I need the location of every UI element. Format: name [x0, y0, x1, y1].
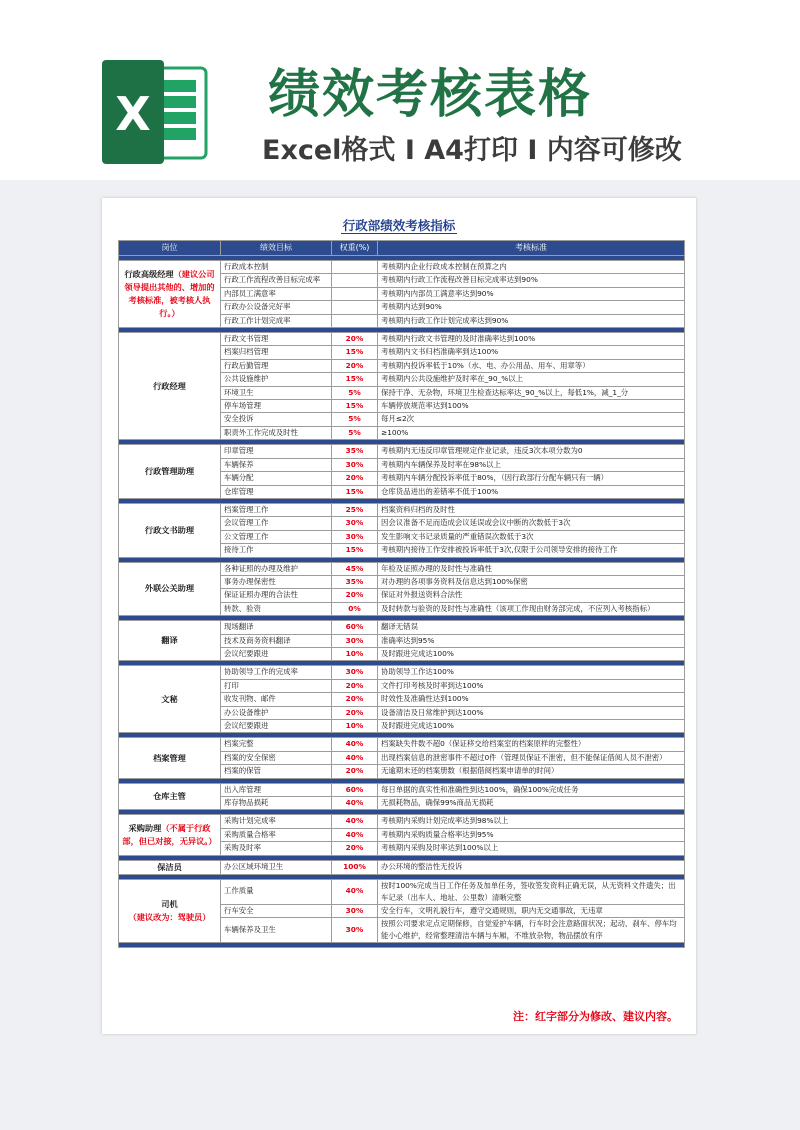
position-name: 外联公关助理 — [144, 583, 195, 594]
weight-cell: 5% — [332, 413, 378, 426]
standard-cell: 考核期内车辆保养及时率在98%以上 — [378, 458, 685, 471]
table-row — [119, 815, 685, 828]
weight-cell: 10% — [332, 720, 378, 733]
position-name: 档案管理 — [153, 752, 186, 763]
position-cell — [119, 261, 221, 328]
standard-cell: 考核期内采购及时率达到100%以上 — [378, 842, 685, 855]
standard-cell: 设备清洁及日常维护到达100% — [378, 706, 685, 719]
weight-cell: 25% — [332, 503, 378, 516]
weight-cell: 20% — [332, 589, 378, 602]
weight-cell: 40% — [332, 879, 378, 904]
goal-cell: 协助领导工作的完成率 — [221, 666, 332, 679]
weight-cell — [332, 301, 378, 314]
position-cell — [119, 333, 221, 440]
weight-cell: 30% — [332, 530, 378, 543]
goal-cell: 转款、验资 — [221, 602, 332, 615]
table-row — [119, 333, 685, 346]
standard-cell: 考核期内达到90% — [378, 301, 685, 314]
standard-cell: 年检及证照办理的及时性与准确性 — [378, 562, 685, 575]
table-row — [119, 261, 685, 274]
position-name: 仓库主管 — [153, 791, 186, 802]
standard-cell: 考核期内行政文书管理的及时准确率达到100% — [378, 333, 685, 346]
weight-cell: 60% — [332, 621, 378, 634]
goal-cell: 档案完整 — [221, 738, 332, 751]
standard-cell: 考核期内车辆分配投诉率低于80%，（因行政部行分配车辆只有一辆） — [378, 472, 685, 485]
col-header-weight: 权重(%) — [332, 241, 378, 256]
goal-cell: 会议管理工作 — [221, 517, 332, 530]
goal-cell: 会议纪要跟进 — [221, 720, 332, 733]
weight-cell: 20% — [332, 333, 378, 346]
standard-cell: 考核期内文书归档准确率到达100% — [378, 346, 685, 359]
standard-cell: 考核期内接待工作安排被投诉率低于3次,仅限于公司领导安排的接待工作 — [378, 544, 685, 557]
weight-cell: 20% — [332, 706, 378, 719]
weight-cell: 100% — [332, 860, 378, 874]
weight-cell — [332, 287, 378, 300]
goal-cell: 工作质量 — [221, 879, 332, 904]
excel-logo-icon — [100, 58, 212, 168]
goal-cell: 档案的安全保密 — [221, 751, 332, 764]
table-row — [119, 503, 685, 516]
table-header-row — [119, 241, 685, 256]
table-row — [119, 562, 685, 575]
table-row — [119, 860, 685, 874]
weight-cell: 30% — [332, 904, 378, 917]
standard-cell: 考核期内采购计划完成率达到98%以上 — [378, 815, 685, 828]
standard-cell: 及时跟进完成达100% — [378, 647, 685, 660]
kpi-table — [118, 240, 685, 948]
goal-cell: 行政后勤管理 — [221, 359, 332, 372]
page-header — [0, 0, 800, 180]
goal-cell: 行政办公设备完好率 — [221, 301, 332, 314]
goal-cell: 仓库管理 — [221, 485, 332, 498]
weight-cell: 40% — [332, 751, 378, 764]
weight-cell: 40% — [332, 738, 378, 751]
goal-cell: 打印 — [221, 679, 332, 692]
goal-cell: 档案归档管理 — [221, 346, 332, 359]
weight-cell: 40% — [332, 815, 378, 828]
weight-cell: 20% — [332, 359, 378, 372]
standard-cell: 无逾期未还的档案册数（根据借阅档案申请单的时间） — [378, 765, 685, 778]
position-name: 保洁员 — [157, 861, 182, 872]
position-name: 行政经理 — [153, 380, 186, 391]
standard-cell: 及时跟进完成达100% — [378, 720, 685, 733]
weight-cell: 30% — [332, 458, 378, 471]
goal-cell: 技术及商务资料翻译 — [221, 634, 332, 647]
goal-cell: 保证证照办理的合法性 — [221, 589, 332, 602]
standard-cell: 保持干净、无杂物，环境卫生检查达标率达_90_%以上，每低1%，减_1_分 — [378, 386, 685, 399]
sheet-title: 行政部绩效考核指标 — [342, 218, 456, 233]
weight-cell: 5% — [332, 426, 378, 439]
standard-cell: 协助领导工作达100% — [378, 666, 685, 679]
separator-cell — [119, 943, 685, 948]
goal-cell: 采购计划完成率 — [221, 815, 332, 828]
goal-cell: 公文管理工作 — [221, 530, 332, 543]
weight-cell: 40% — [332, 797, 378, 810]
goal-cell: 内部员工满意率 — [221, 287, 332, 300]
goal-cell: 行政文书管理 — [221, 333, 332, 346]
weight-cell: 15% — [332, 544, 378, 557]
standard-cell: 考核期内企业行政成本控制在预算之内 — [378, 261, 685, 274]
goal-cell: 车辆保养 — [221, 458, 332, 471]
standard-cell: 按照公司要求定点定期保修，自觉爱护车辆，行车时会注意路面状况；起动、刹车、停车均能小心维护，经常整理清洁车辆与车厢，不堆放杂物，物品摆放有序 — [378, 918, 685, 943]
standard-cell: 准确率达到95% — [378, 634, 685, 647]
weight-cell: 30% — [332, 666, 378, 679]
logo-letter: X — [115, 87, 151, 141]
standard-cell: 无损耗物品，确保99%商品无损耗 — [378, 797, 685, 810]
standard-cell: 保证对外报送资料合法性 — [378, 589, 685, 602]
position-note: （不属于行政部，但已对接，无异议。） — [122, 823, 217, 847]
position-name: 行政管理助理 — [144, 466, 195, 477]
standard-cell: 考核期内无违反印章管理规定作业记录，违反3次本项分数为0 — [378, 445, 685, 458]
standard-cell: 出现档案信息的泄密事件不超过0件（管理员保证不泄密，但不能保证借阅人员不泄密） — [378, 751, 685, 764]
spreadsheet-sheet — [102, 198, 696, 1034]
position-note: （建议改为：驾驶员） — [128, 911, 211, 922]
position-cell — [119, 666, 221, 733]
table-row — [119, 666, 685, 679]
page-subtitle: Excel格式 I A4打印 I 内容可修改 — [262, 135, 682, 166]
goal-cell: 停车场管理 — [221, 400, 332, 413]
standard-cell: 每日单据的真实性和准确性到达100%，确保100%完成任务 — [378, 783, 685, 796]
goal-cell: 现场翻译 — [221, 621, 332, 634]
col-header-position: 岗位 — [119, 241, 221, 256]
goal-cell: 会议纪要跟进 — [221, 647, 332, 660]
position-cell — [119, 621, 221, 661]
goal-cell: 安全投诉 — [221, 413, 332, 426]
goal-cell: 库存物品损耗 — [221, 797, 332, 810]
weight-cell: 20% — [332, 693, 378, 706]
weight-cell: 30% — [332, 918, 378, 943]
weight-cell: 35% — [332, 575, 378, 588]
goal-cell: 办公区域环境卫生 — [221, 860, 332, 874]
position-name: 采购助理 — [128, 823, 162, 834]
weight-cell: 20% — [332, 842, 378, 855]
standard-cell: 文件打印考核及时率到达100% — [378, 679, 685, 692]
position-name: 文秘 — [161, 693, 178, 704]
goal-cell: 印章管理 — [221, 445, 332, 458]
weight-cell: 30% — [332, 517, 378, 530]
standard-cell: ≥100% — [378, 426, 685, 439]
goal-cell: 各种证照的办理及维护 — [221, 562, 332, 575]
table-row — [119, 783, 685, 796]
goal-cell: 收发刊物、邮件 — [221, 693, 332, 706]
standard-cell: 翻译无错误 — [378, 621, 685, 634]
standard-cell: 因会议准备不足而造成会议延误或会议中断的次数低于3次 — [378, 517, 685, 530]
weight-cell: 5% — [332, 386, 378, 399]
goal-cell: 行车安全 — [221, 904, 332, 917]
standard-cell: 办公环境的整洁性无投诉 — [378, 860, 685, 874]
weight-cell: 20% — [332, 679, 378, 692]
standard-cell: 仓库货品进出的差错率不低于100% — [378, 485, 685, 498]
standard-cell: 时效性及准确性达到100% — [378, 693, 685, 706]
goal-cell: 行政成本控制 — [221, 261, 332, 274]
goal-cell: 档案的保管 — [221, 765, 332, 778]
weight-cell: 10% — [332, 647, 378, 660]
standard-cell: 考核期内投诉率低于10%（水、电、办公用品、用车、用章等） — [378, 359, 685, 372]
weight-cell: 0% — [332, 602, 378, 615]
goal-cell: 档案管理工作 — [221, 503, 332, 516]
position-cell — [119, 783, 221, 810]
standard-cell: 档案缺失件数不超0（保证移交给档案室的档案原样的完整性） — [378, 738, 685, 751]
weight-cell: 15% — [332, 346, 378, 359]
goal-cell: 车辆保养及卫生 — [221, 918, 332, 943]
standard-cell: 考核期内行政工作计划完成率达到90% — [378, 314, 685, 327]
position-name: 行政文书助理 — [144, 524, 195, 535]
page-title: 绩效考核表格 — [268, 65, 593, 125]
weight-cell: 35% — [332, 445, 378, 458]
standard-cell: 发生影响文书记录质量的严重错误次数低于3次 — [378, 530, 685, 543]
col-header-goal: 绩效目标 — [221, 241, 332, 256]
goal-cell: 采购及时率 — [221, 842, 332, 855]
position-name: 翻译 — [161, 635, 178, 646]
position-cell — [119, 738, 221, 778]
weight-cell: 40% — [332, 828, 378, 841]
standard-cell: 考核期内行政工作流程改善目标完成率达到90% — [378, 274, 685, 287]
weight-cell — [332, 261, 378, 274]
standard-cell: 对办理的各项事务资料及信息达到100%保密 — [378, 575, 685, 588]
kpi-body — [119, 256, 685, 948]
table-row — [119, 621, 685, 634]
position-cell — [119, 562, 221, 616]
goal-cell: 职责外工作完成及时性 — [221, 426, 332, 439]
position-note: （建议公司领导提出其他的、增加的考核标准，被考核人执行。） — [124, 269, 215, 319]
goal-cell: 公共设施维护 — [221, 373, 332, 386]
goal-cell: 行政工作计划完成率 — [221, 314, 332, 327]
position-cell — [119, 445, 221, 499]
standard-cell: 按时100%完成当日工作任务及加单任务，签收签发资料正确无误，从无资料文件遗失；出车记录（出车人、地址、公里数）清晰完整 — [378, 879, 685, 904]
weight-cell: 20% — [332, 765, 378, 778]
standard-cell: 安全行车，文明礼貌行车，遵守交通规则，职内无交通事故，无违章 — [378, 904, 685, 917]
goal-cell: 采购质量合格率 — [221, 828, 332, 841]
weight-cell: 15% — [332, 373, 378, 386]
standard-cell: 及时转款与验资的及时性与准确性（该项工作现由财务部完成，不应列入考核指标） — [378, 602, 685, 615]
goal-cell: 出入库管理 — [221, 783, 332, 796]
standard-cell: 考核期内采购质量合格率达到95% — [378, 828, 685, 841]
standard-cell: 考核期内公共设施维护及时率在_90_%以上 — [378, 373, 685, 386]
position-name: 司机 — [161, 898, 178, 909]
goal-cell: 环境卫生 — [221, 386, 332, 399]
standard-cell: 车辆停放规范率达到100% — [378, 400, 685, 413]
table-row — [119, 445, 685, 458]
position-cell — [119, 879, 221, 942]
table-row — [119, 738, 685, 751]
weight-cell: 20% — [332, 472, 378, 485]
col-header-standard: 考核标准 — [378, 241, 685, 256]
weight-cell — [332, 274, 378, 287]
position-cell — [119, 860, 221, 874]
goal-cell: 事务办理保密性 — [221, 575, 332, 588]
goal-cell: 行政工作流程改善目标完成率 — [221, 274, 332, 287]
position-cell — [119, 815, 221, 855]
goal-cell: 接待工作 — [221, 544, 332, 557]
position-cell — [119, 503, 221, 557]
standard-cell: 每月≤2次 — [378, 413, 685, 426]
weight-cell: 60% — [332, 783, 378, 796]
standard-cell: 考核期内内部员工满意率达到90% — [378, 287, 685, 300]
standard-cell: 档案资料归档的及时性 — [378, 503, 685, 516]
weight-cell: 30% — [332, 634, 378, 647]
group-separator — [119, 943, 685, 948]
position-name: 行政高级经理 — [124, 269, 174, 280]
weight-cell: 45% — [332, 562, 378, 575]
goal-cell: 办公设备维护 — [221, 706, 332, 719]
goal-cell: 车辆分配 — [221, 472, 332, 485]
weight-cell — [332, 314, 378, 327]
weight-cell: 15% — [332, 400, 378, 413]
footnote: 注：红字部分为修改、建议内容。 — [513, 1010, 678, 1023]
weight-cell: 15% — [332, 485, 378, 498]
table-row — [119, 879, 685, 904]
